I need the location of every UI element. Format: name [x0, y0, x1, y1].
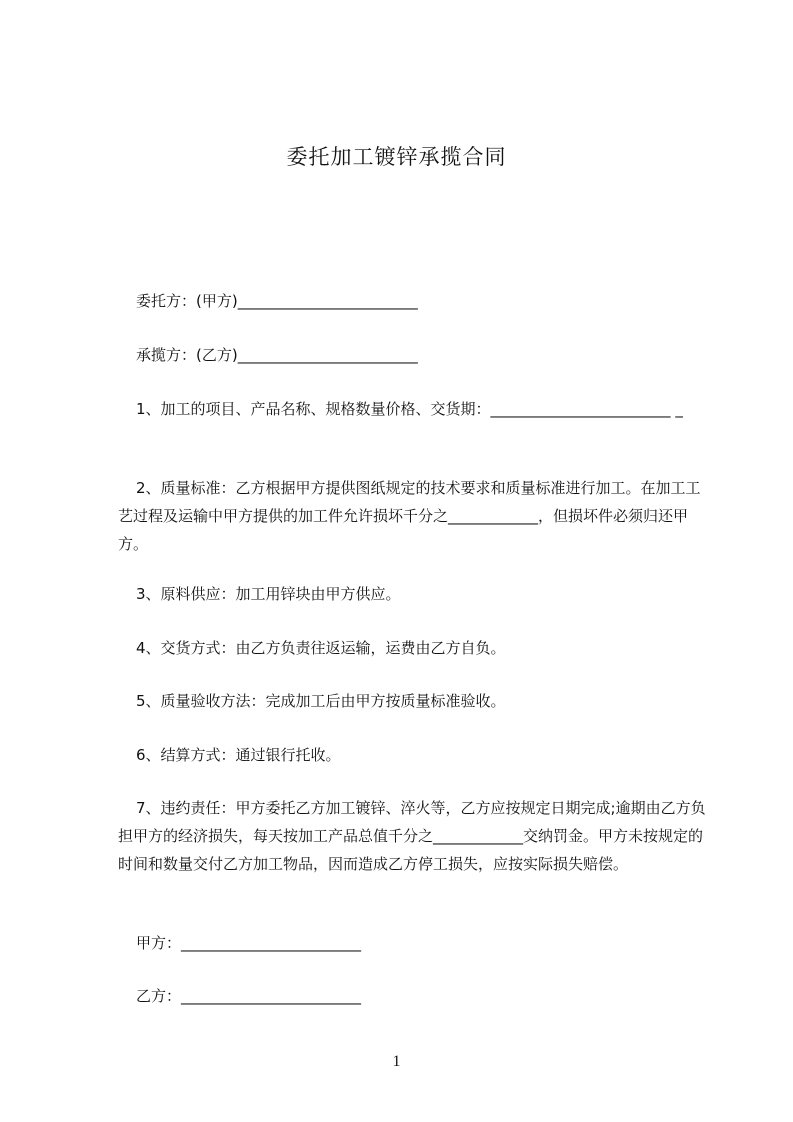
clause-1: 1、加工的项目、产品名称、规格数量价格、交货期：________________________ _: [136, 400, 683, 418]
document-title: 委托加工镀锌承揽合同: [286, 145, 507, 169]
party-a-line: 委托方：(甲方)________________________: [136, 292, 418, 310]
clause-5: 5、质量验收方法：完成加工后由甲方按质量标准验收。: [136, 692, 506, 710]
clause-3: 3、原料供应：加工用锌块由甲方供应。: [136, 585, 401, 603]
page-number: 1: [392, 1053, 401, 1070]
party-b-line: 承揽方：(乙方)________________________: [136, 346, 418, 364]
clause-4: 4、交货方式：由乙方负责往返运输，运费由乙方自负。: [136, 639, 506, 657]
clause-2: 2、质量标准：乙方根据甲方提供图纸规定的技术要求和质量标准进行加工。在加工工艺过程及运输中甲方提供的加工件允许损坏千分之____________，但损坏件必须归还甲方。: [118, 479, 701, 553]
clause-6: 6、结算方式：通过银行托收。: [136, 746, 341, 764]
signature-party-a: 甲方：________________________: [136, 934, 362, 952]
clause-7: 7、违约责任：甲方委托乙方加工镀锌、淬火等，乙方应按规定日期完成;逾期由乙方负担甲方的经济损失，每天按加工产品总值千分之____________交纳罚金。甲方未按规定的时间和数量交付乙方加工物品，因而造成乙方停工损失，应按实际损失赔偿。: [118, 799, 706, 873]
signature-party-b: 乙方：________________________: [136, 987, 362, 1005]
